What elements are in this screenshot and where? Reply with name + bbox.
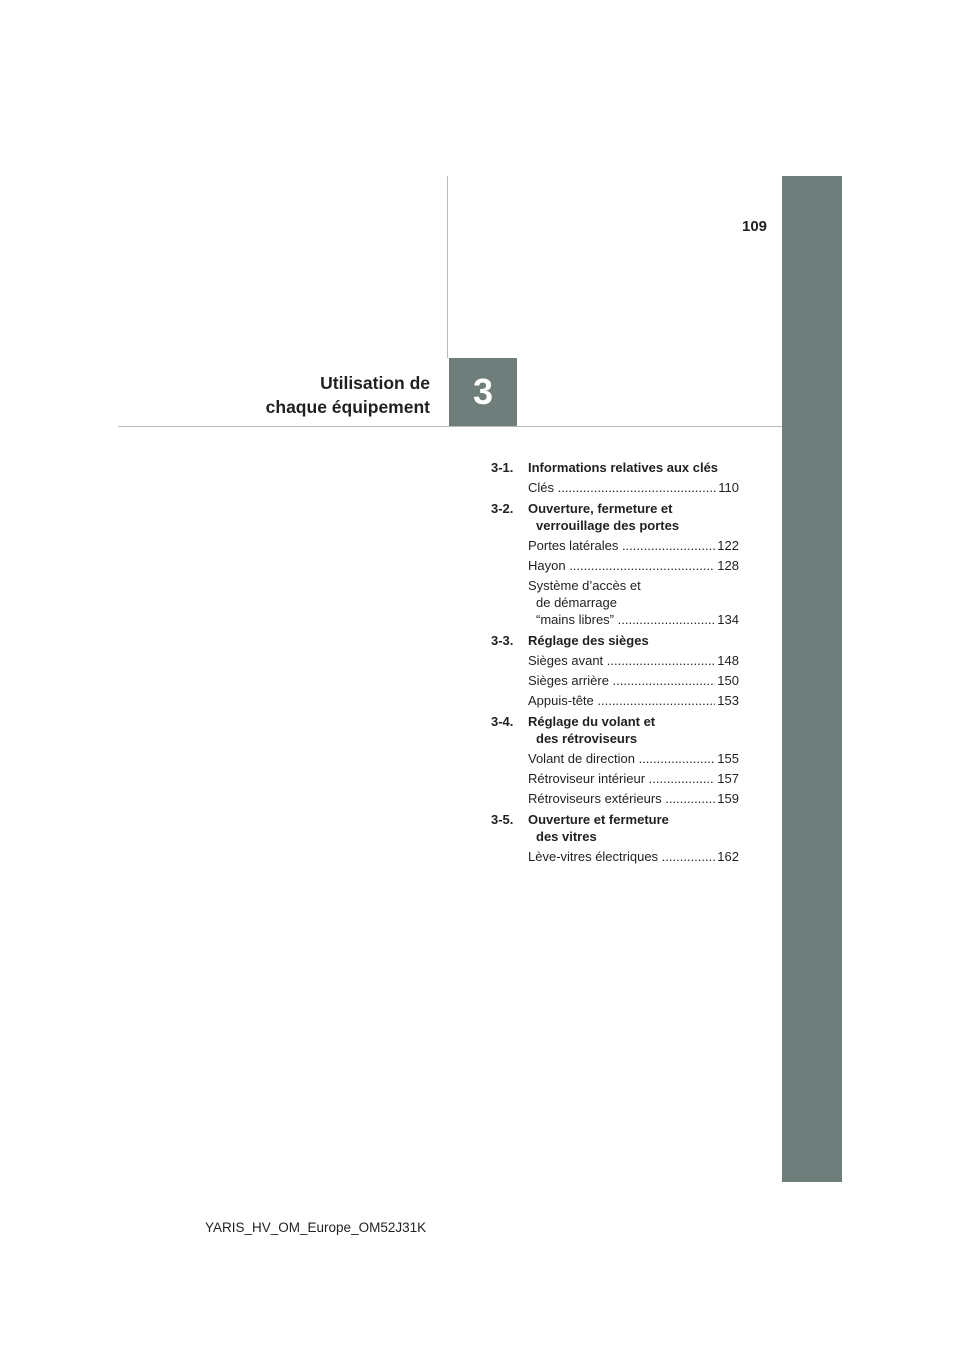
toc-section-title-line: Informations relatives aux clés <box>528 460 719 475</box>
toc-entry-text: Sièges arrière <box>528 673 609 688</box>
toc-entry[interactable] <box>528 672 739 689</box>
chapter-title-line2: chaque équipement <box>265 397 430 417</box>
toc-entry-page: 110 <box>718 480 739 495</box>
toc-entry-text: de démarrage <box>536 595 617 610</box>
toc-entry-label-line <box>528 479 716 496</box>
chapter-side-tab <box>782 176 842 1182</box>
toc-entry-text: Hayon <box>528 558 566 573</box>
toc-entry-page: 157 <box>717 771 739 786</box>
toc-section-heading[interactable] <box>491 811 739 845</box>
toc-entry-page: 153 <box>717 693 739 708</box>
toc-entry-text: Rétroviseur intérieur <box>528 771 646 786</box>
toc-section-title-line: Ouverture et fermeture <box>528 812 669 827</box>
toc-section-title <box>528 632 739 649</box>
horizontal-divider <box>118 426 782 427</box>
toc-section <box>491 811 739 865</box>
toc-section-title <box>528 459 739 476</box>
toc-section-heading[interactable] <box>491 713 739 747</box>
toc-entry-label-line <box>528 692 715 709</box>
chapter-number-box: 3 <box>449 358 517 426</box>
toc-entry-label <box>528 652 715 669</box>
toc-entry-page: 122 <box>717 538 739 553</box>
toc-entry-label-line <box>528 652 715 669</box>
toc-entry-label-line <box>528 672 715 689</box>
toc-section-title-line: Ouverture, fermeture et <box>528 501 673 516</box>
toc-entry-text: Appuis-tête <box>528 693 594 708</box>
toc-section <box>491 459 739 496</box>
toc-entry[interactable] <box>528 577 739 628</box>
toc-entry-text: Sièges avant <box>528 653 604 668</box>
toc-entry-label <box>528 479 716 496</box>
toc-entry-label-line <box>528 848 715 865</box>
toc-entry[interactable] <box>528 750 739 767</box>
toc-entry[interactable] <box>528 479 739 496</box>
toc-entry-label <box>528 692 715 709</box>
toc-entry-label <box>528 537 715 554</box>
toc-entry-text: Lève-vitres électriques <box>528 849 659 864</box>
vertical-divider <box>447 176 448 358</box>
toc-entry[interactable] <box>528 770 739 787</box>
toc-entry-label <box>528 750 715 767</box>
toc-section-title-line: des rétroviseurs <box>536 731 638 746</box>
toc-entry-label <box>528 770 715 787</box>
toc-entry-label-line <box>528 537 715 554</box>
toc-entry-label <box>528 790 715 807</box>
toc-entry-label <box>528 577 715 628</box>
toc-entry-label <box>528 848 715 865</box>
toc-entry-page: 150 <box>717 673 739 688</box>
toc-section-title-line: Réglage du volant et <box>528 714 656 729</box>
toc-entry[interactable] <box>528 557 739 574</box>
toc-entry[interactable] <box>528 790 739 807</box>
toc-entry-label-line <box>528 611 715 628</box>
toc-entry-text: Système d’accès et <box>528 578 641 593</box>
toc-section <box>491 713 739 807</box>
toc-entry-page: 155 <box>717 751 739 766</box>
toc-entry[interactable] <box>528 537 739 554</box>
toc-section-title-line: Réglage des sièges <box>528 633 649 648</box>
toc-entry-label-line <box>528 770 715 787</box>
toc-entry-label <box>528 557 715 574</box>
document-footer: YARIS_HV_OM_Europe_OM52J31K <box>205 1220 427 1235</box>
toc-entry-label-line <box>528 594 715 611</box>
toc-entry-label-line <box>528 790 715 807</box>
toc-section-title-line: verrouillage des portes <box>536 518 680 533</box>
toc-section-number: 3-2. <box>491 501 514 516</box>
toc-section-title <box>528 500 739 534</box>
toc-entry[interactable] <box>528 692 739 709</box>
toc-section-number: 3-1. <box>491 460 514 475</box>
toc-entry-page: 162 <box>717 849 739 864</box>
toc-section-heading[interactable] <box>491 500 739 534</box>
toc-section-number: 3-5. <box>491 812 514 827</box>
chapter-title <box>266 371 430 419</box>
toc-section-number: 3-3. <box>491 633 514 648</box>
toc-entry-label-line <box>528 557 715 574</box>
table-of-contents <box>491 459 739 869</box>
toc-entry-page: 148 <box>717 653 739 668</box>
toc-section-title <box>528 713 739 747</box>
chapter-title-line1: Utilisation de <box>320 373 430 393</box>
toc-entry-text: “mains libres” <box>536 612 615 627</box>
toc-entry[interactable] <box>528 652 739 669</box>
toc-section <box>491 632 739 709</box>
toc-section <box>491 500 739 628</box>
toc-section-number: 3-4. <box>491 714 514 729</box>
toc-section-heading[interactable] <box>491 632 739 649</box>
toc-entry-text: Rétroviseurs extérieurs <box>528 791 662 806</box>
toc-entry-page: 134 <box>717 612 739 627</box>
toc-entry-page: 159 <box>717 791 739 806</box>
toc-section-title <box>528 811 739 845</box>
toc-section-heading[interactable] <box>491 459 739 476</box>
toc-entry-text: Volant de direction <box>528 751 635 766</box>
toc-entry-text: Portes latérales <box>528 538 619 553</box>
page-number: 109 <box>742 218 768 235</box>
toc-entry[interactable] <box>528 848 739 865</box>
toc-entry-text: Clés <box>528 480 555 495</box>
toc-section-title-line: des vitres <box>536 829 597 844</box>
toc-entry-label <box>528 672 715 689</box>
toc-entry-label-line <box>528 750 715 767</box>
toc-entry-label-line <box>528 577 715 594</box>
toc-entry-page: 128 <box>717 558 739 573</box>
